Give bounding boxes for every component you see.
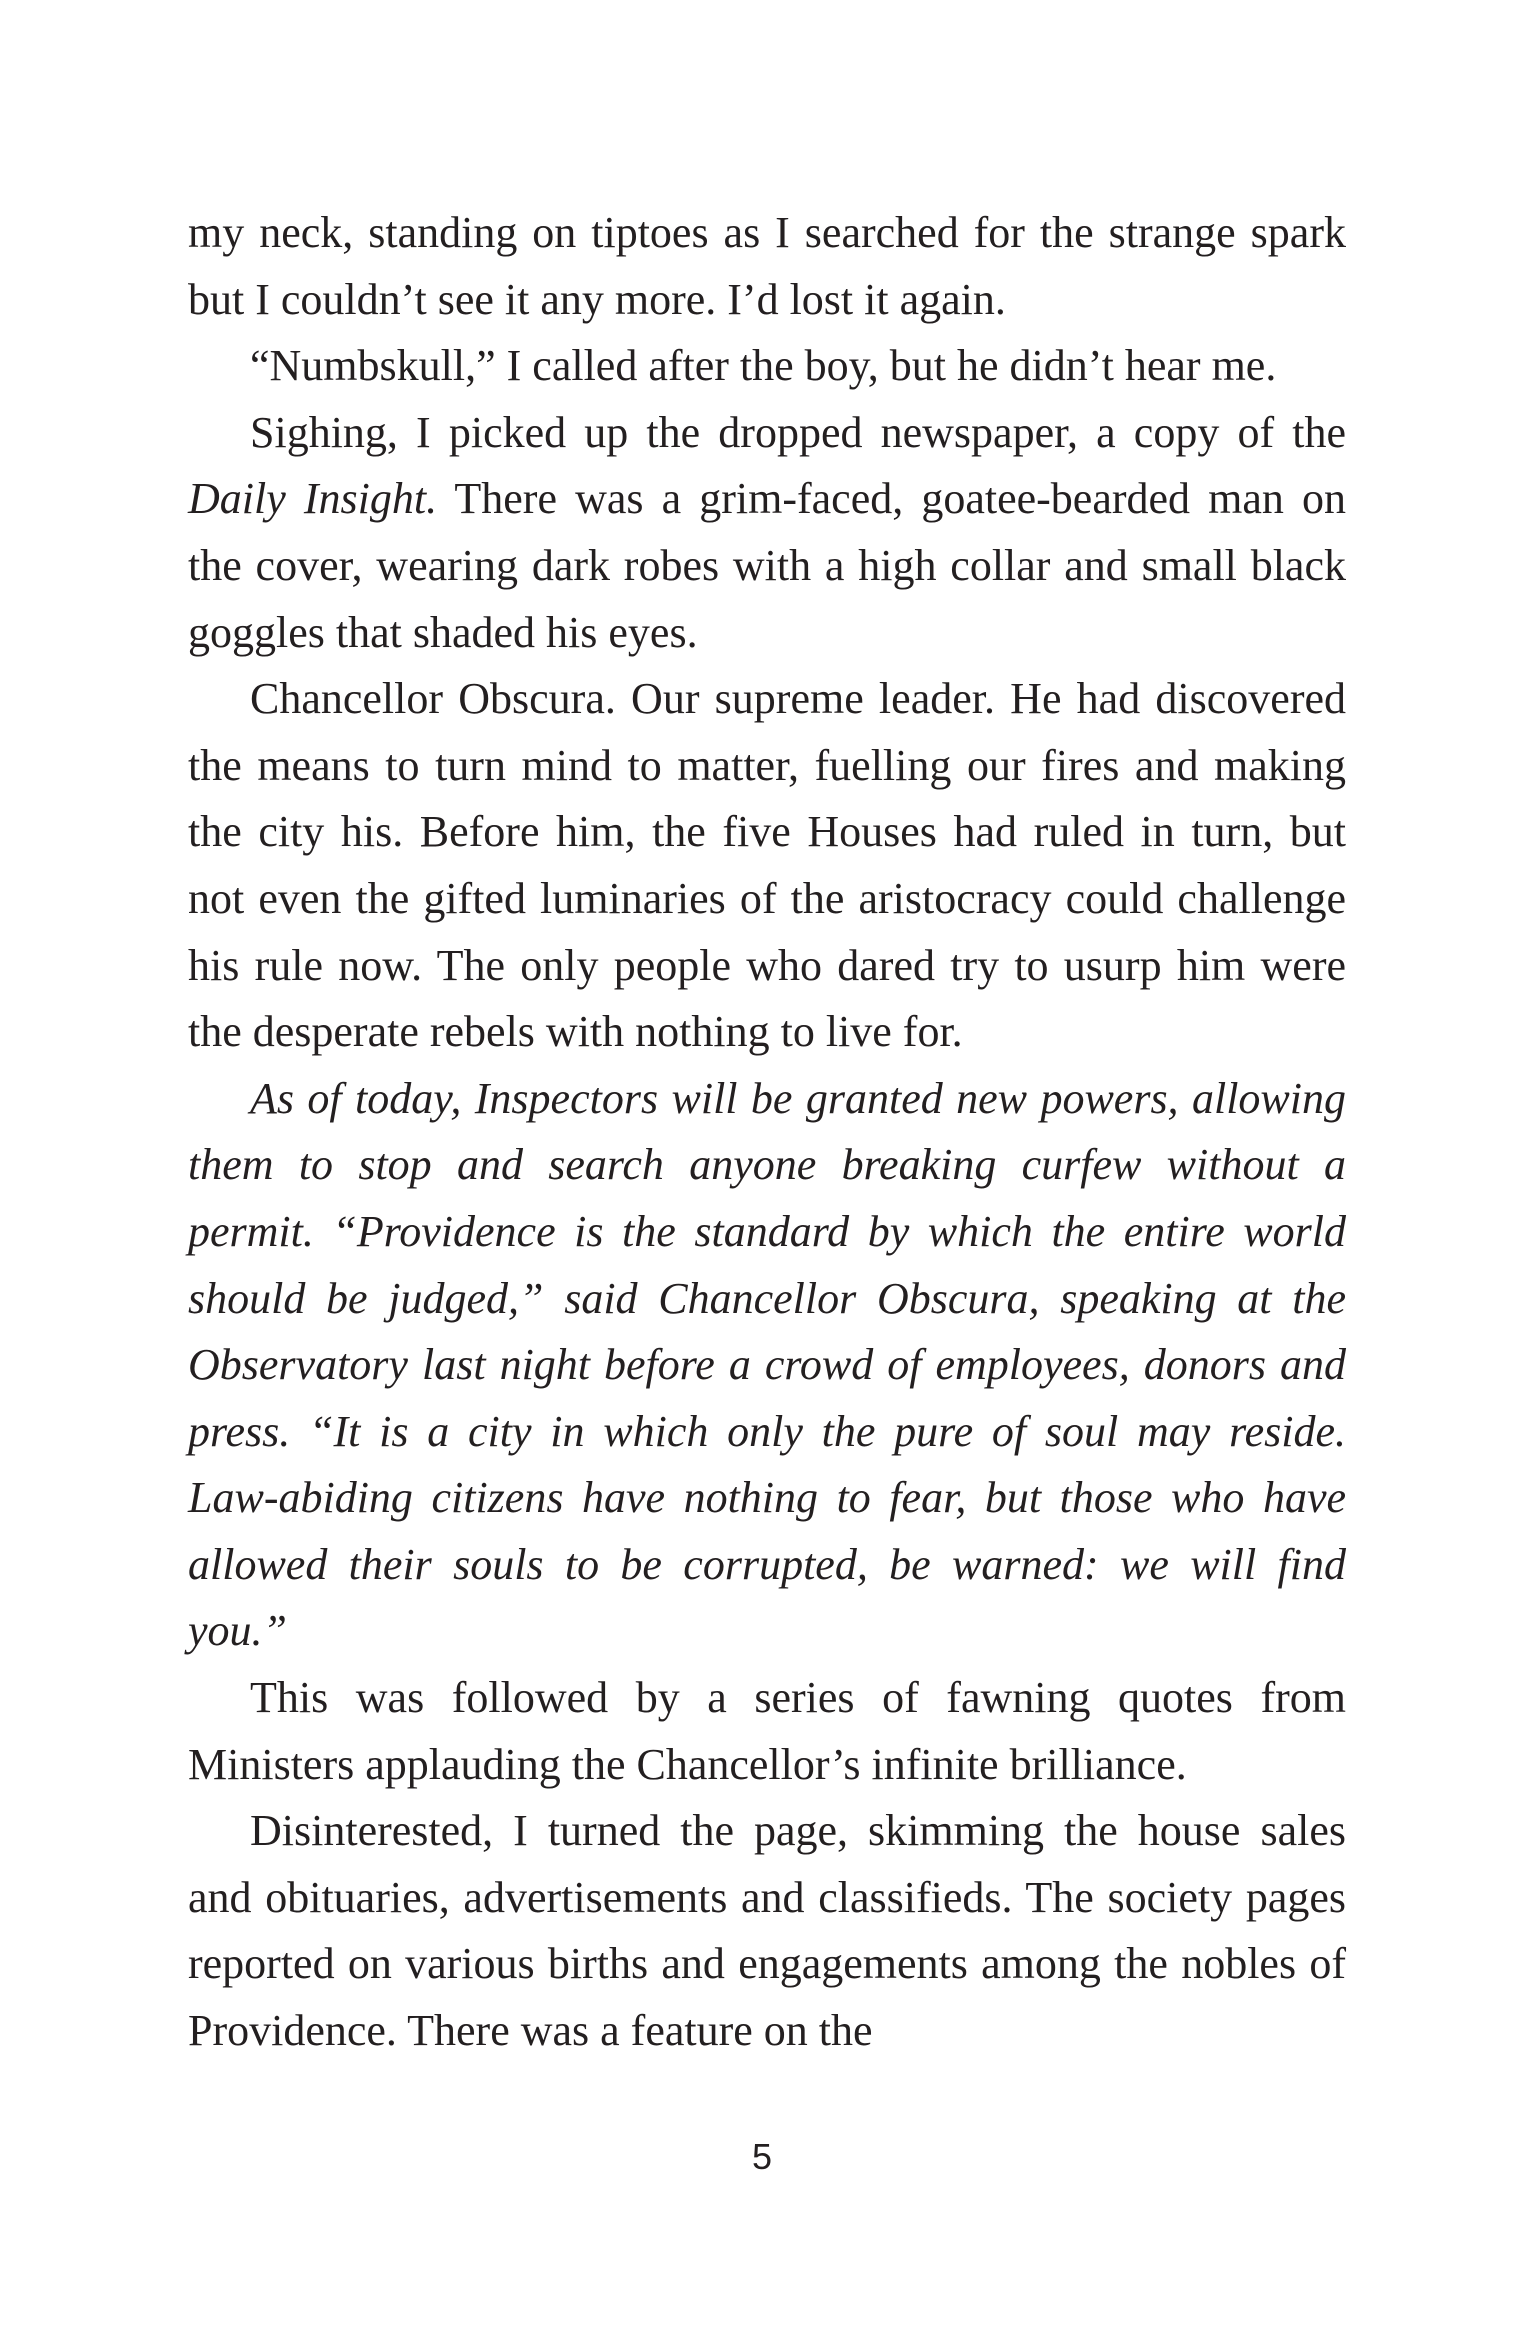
paragraph-7: Disinterested, I turned the page, skimming the house sales and obituaries, advertisements and classifieds. The society pages reported on various births and engagements among the nobles of Providence. There was a feature on the	[188, 1806, 1346, 2056]
paragraph-4: Chancellor Obscura. Our supreme leader. He had discovered the means to turn mind to matter, fuelling our fires and making the city his. Before him, the five Houses had ruled in turn, but not even the gifted luminaries of the aristocracy could challenge his rule now. The only people who dared try to usurp him were the desperate rebels with nothing to live for.	[188, 674, 1346, 1057]
paragraph-2: “Numbskull,” I called after the boy, but he didn’t hear me.	[250, 341, 1277, 391]
paragraph-1: my neck, standing on tiptoes as I searched for the strange spark but I couldn’t see it any more. I’d lost it again.	[188, 208, 1346, 324]
page-body	[188, 200, 1346, 2065]
paragraph-3-text-b: There was a grim-faced, goatee-bearded man on the cover, wearing dark robes with a high collar and small black goggles that shaded his eyes.	[188, 474, 1347, 657]
newspaper-quote: As of today, Inspectors will be granted new powers, allowing them to stop and search anyone breaking curfew without a permit. “Providence is the standard by which the entire world should be judged,” said Chancellor Obscura, speaking at the Observatory last night before a crowd of employees, donors and press. “It is a city in which only the pure of soul may reside. Law-abiding citizens have nothing to fear, but those who have allowed their souls to be corrupted, be warned: we will find you.”	[188, 1073, 1346, 1656]
page-number: 5	[751, 2136, 773, 2177]
paragraph-3-text-a: Sighing, I picked up the dropped newspaper, a copy of the	[250, 407, 1346, 457]
paragraph-3	[188, 400, 1346, 666]
newspaper-title: Daily Insight.	[188, 474, 438, 524]
paragraph-6: This was followed by a series of fawning quotes from Ministers applauding the Chancellor’s infinite brilliance.	[188, 1673, 1346, 1789]
